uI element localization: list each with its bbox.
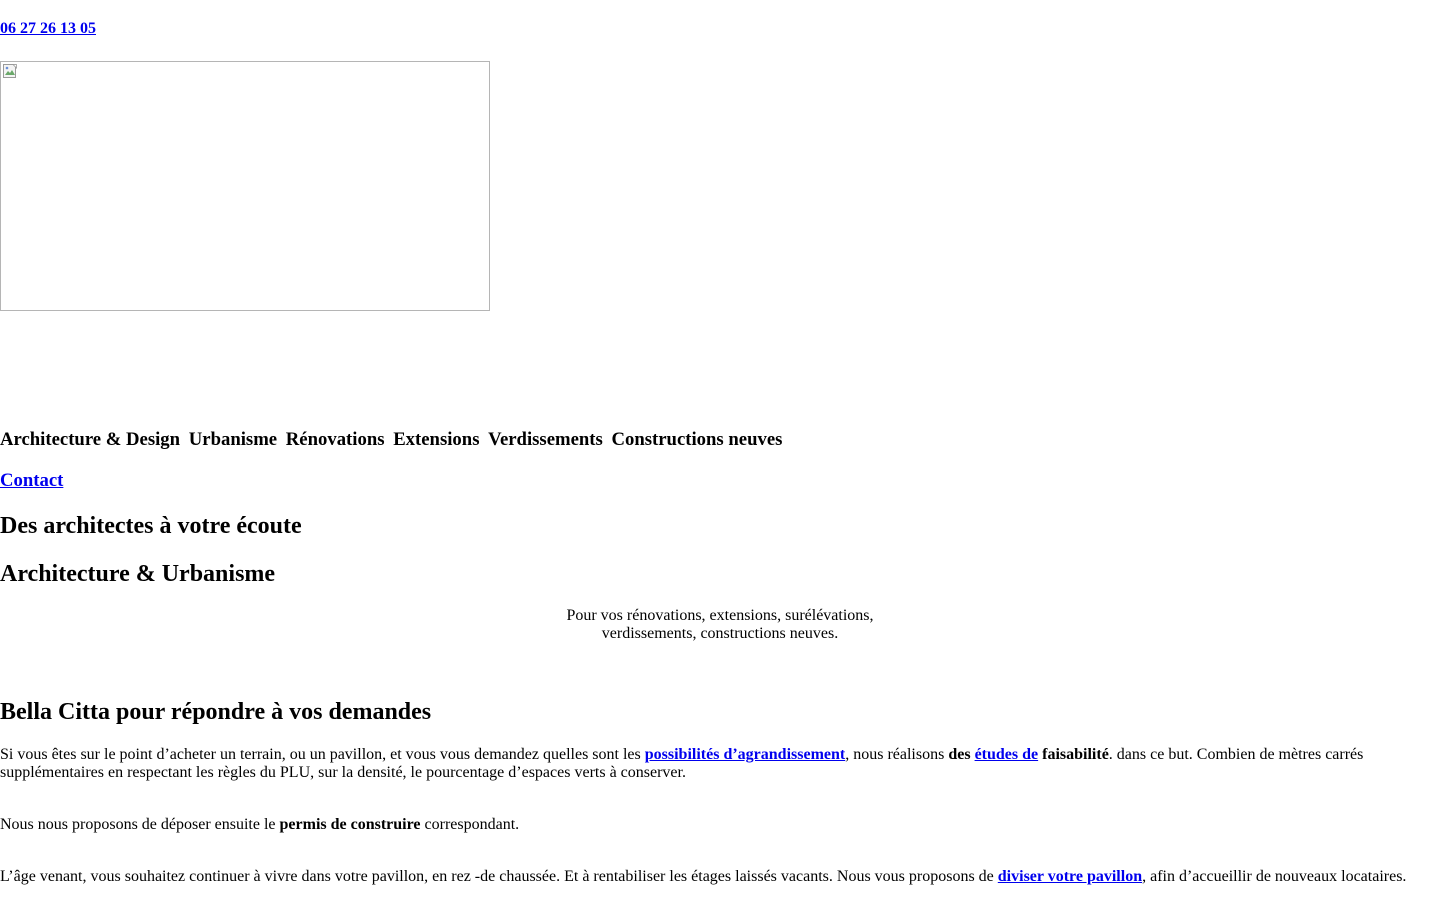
link-etudes[interactable]: études de — [974, 746, 1039, 763]
contact-heading — [0, 471, 63, 491]
text: , nous réalisons — [845, 746, 949, 763]
bold-text: des — [948, 746, 971, 763]
paragraph-division — [0, 868, 1420, 886]
text: Nous nous proposons de déposer ensuite le — [0, 816, 280, 833]
nav-item-constructions-neuves[interactable]: Constructions neuves — [611, 429, 783, 450]
contact-link[interactable]: Contact — [0, 470, 64, 491]
paragraph-permis — [0, 816, 1420, 834]
broken-image-icon — [2, 63, 18, 79]
text: Si vous êtes sur le point d’acheter un terrain, ou un pavillon, et vous vous demandez quelles sont les — [0, 746, 645, 763]
text: L’âge venant, vous souhaitez continuer à vivre dans votre pavillon, en rez -de chaussée. Et à rentabiliser les étages laissés vacants. Nous vous proposons de — [0, 868, 998, 885]
text: . dans ce but. Combien de mètres carrés supplémentaires en respectant les règles du PLU, sur la densité, le pourcentage d’espaces verts à conserver. — [0, 746, 1364, 781]
intro-text — [0, 607, 1440, 643]
intro-line-1: Pour vos rénovations, extensions, surélévations, — [566, 607, 874, 624]
nav-item-urbanisme[interactable]: Urbanisme — [188, 429, 278, 450]
bold-text: faisabilité — [1042, 746, 1109, 763]
page-title: Des architectes à votre écoute — [0, 513, 302, 539]
nav-item-architecture-design[interactable]: Architecture & Design — [0, 429, 181, 450]
phone-number — [0, 20, 96, 38]
section-heading-architecture: Architecture & Urbanisme — [0, 561, 276, 587]
bold-text: permis de construire — [279, 816, 421, 833]
nav-item-renovations[interactable]: Rénovations — [285, 429, 385, 450]
intro-line-2: verdissements, constructions neuves. — [601, 625, 839, 642]
link-agrandissement[interactable]: possibilités d’agrandissement — [644, 746, 846, 763]
link-diviser-pavillon[interactable]: diviser votre pavillon — [997, 868, 1143, 885]
text: correspondant. — [420, 816, 520, 833]
section-heading-bella-citta: Bella Citta pour répondre à vos demandes — [0, 699, 432, 725]
services-menu — [0, 430, 782, 450]
nav-item-verdissements[interactable]: Verdissements — [488, 429, 603, 450]
nav-item-extensions[interactable]: Extensions — [393, 429, 480, 450]
text: , afin d’accueillir de nouveaux locataires. — [1142, 868, 1407, 885]
logo-image-broken[interactable] — [0, 61, 490, 311]
phone-link[interactable]: 06 27 26 13 05 — [0, 20, 96, 37]
paragraph-feasibility — [0, 746, 1420, 782]
